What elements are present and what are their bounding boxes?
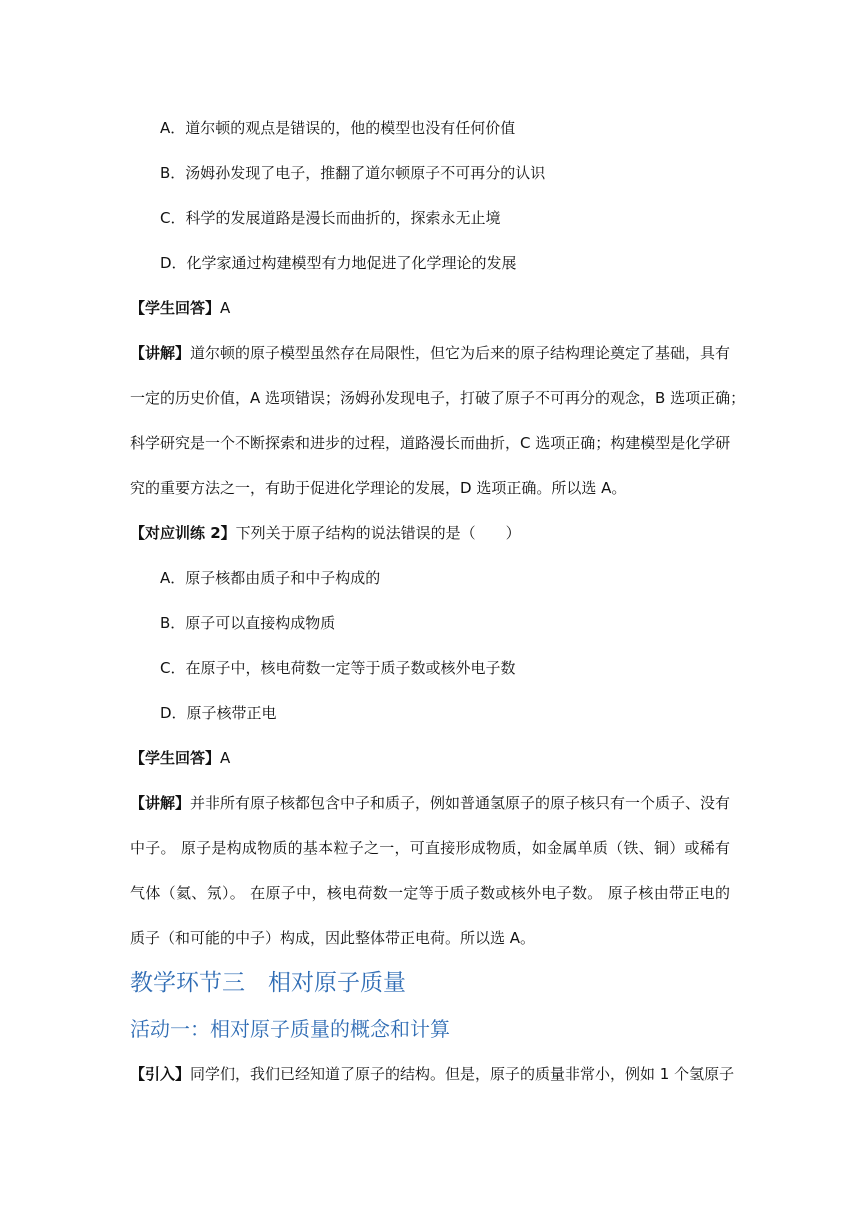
explain-text: 并非所有原子核都包含中子和质子，例如普通氢原子的原子核只有一个质子、没有: [190, 794, 731, 812]
q2-option-a: A．原子核都由质子和中子构成的: [160, 569, 381, 587]
answer-value: A: [220, 299, 231, 317]
q1-student-answer: [130, 297, 230, 319]
q1-option-b: B．汤姆孙发现了电子，推翻了道尔顿原子不可再分的认识: [160, 164, 546, 182]
q2-option-d: D．原子核带正电: [160, 704, 277, 722]
answer-label: 【学生回答】: [130, 299, 221, 317]
q1-option-d: D．化学家通过构建模型有力地促进了化学理论的发展: [160, 254, 517, 272]
q2-question-text: 下列关于原子结构的说法错误的是（ ）: [235, 524, 521, 542]
q1-option-a: A．道尔顿的观点是错误的，他的模型也没有任何价值: [160, 119, 516, 137]
q1-explain-line-1: [130, 342, 730, 364]
q1-explain-line-3: 科学研究是一个不断探索和进步的过程，道路漫长而曲折，C 选项正确；构建模型是化学研: [130, 434, 731, 452]
q1-option-c: C．科学的发展道路是漫长而曲折的，探索永无止境: [160, 209, 501, 227]
q1-explain-line-4: 究的重要方法之一，有助于促进化学理论的发展，D 选项正确。所以选 A。: [130, 479, 627, 497]
q2-explain-line-4: 质子（和可能的中子）构成，因此整体带正电荷。所以选 A。: [130, 929, 536, 947]
section-heading: 教学环节三 相对原子质量: [130, 970, 406, 996]
answer-value: A: [220, 749, 231, 767]
q2-title: [130, 522, 521, 544]
q2-explain-line-2: 中子。 原子是构成物质的基本粒子之一，可直接形成物质，如金属单质（铁、铜）或稀有: [130, 839, 730, 857]
explain-text: 道尔顿的原子模型虽然存在局限性，但它为后来的原子结构理论奠定了基础，具有: [190, 344, 731, 362]
explain-label: 【讲解】: [130, 794, 191, 812]
training-label: 【对应训练 2】: [130, 524, 236, 542]
q1-explain-line-2: 一定的历史价值，A 选项错误；汤姆孙发现电子，打破了原子不可再分的观念，B 选项正确；: [130, 389, 746, 407]
q2-student-answer: [130, 747, 230, 769]
activity-heading: 活动一：相对原子质量的概念和计算: [130, 1017, 450, 1041]
intro-text: 同学们，我们已经知道了原子的结构。但是，原子的质量非常小，例如 1 个氢原子: [190, 1065, 735, 1083]
q2-explain-line-3: 气体（氦、氖）。 在原子中，核电荷数一定等于质子数或核外电子数。 原子核由带正电的: [130, 884, 730, 902]
answer-label: 【学生回答】: [130, 749, 221, 767]
intro-label: 【引入】: [130, 1065, 191, 1083]
q2-option-b: B．原子可以直接构成物质: [160, 614, 336, 632]
explain-label: 【讲解】: [130, 344, 191, 362]
q2-explain-line-1: [130, 792, 730, 814]
intro-paragraph: [130, 1063, 735, 1085]
q2-option-c: C．在原子中，核电荷数一定等于质子数或核外电子数: [160, 659, 516, 677]
